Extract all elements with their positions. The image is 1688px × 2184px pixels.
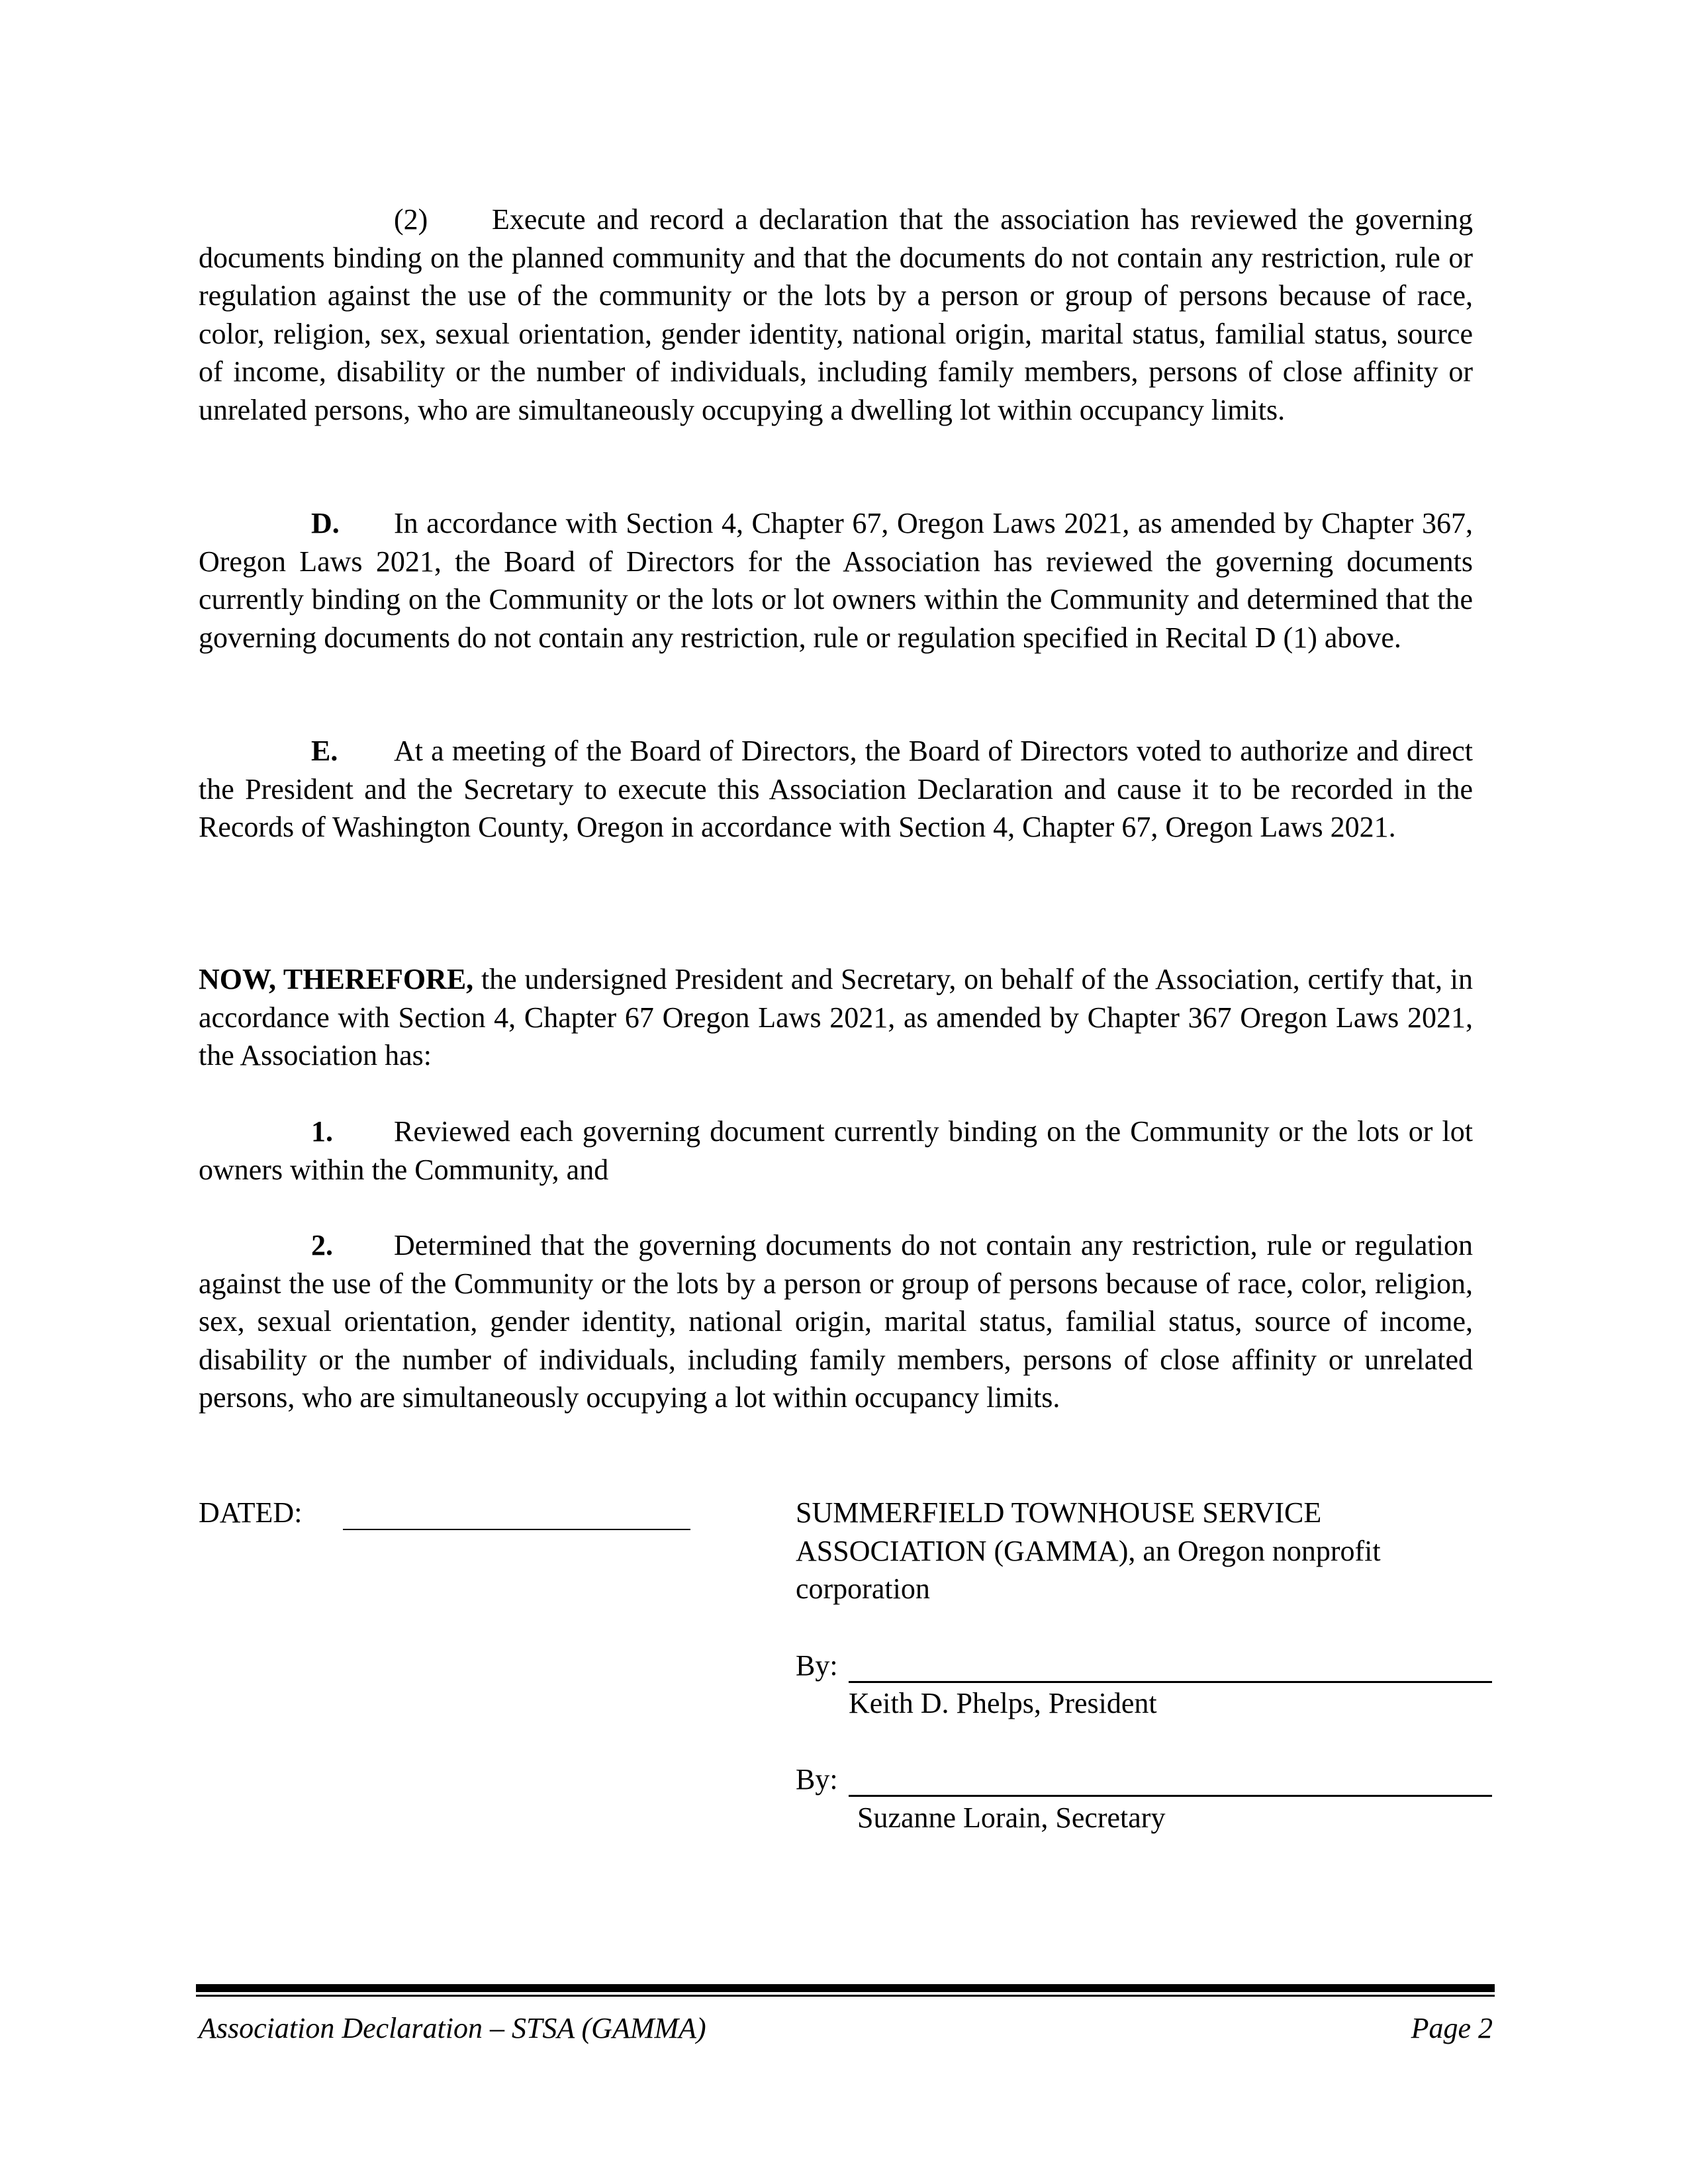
now-therefore-text: the undersigned President and Secretary, on behalf of the Association, certify that, in accordance with Section 4, Chapter 67 Oregon Laws 2021, as amended by Chapter 367 Oregon Laws 2021, the Association has: (199, 963, 1474, 1071)
now-therefore-paragraph (199, 960, 1473, 1075)
signer-president: Keith D. Phelps, President (849, 1687, 1157, 1719)
by-label-president: By: (796, 1649, 838, 1682)
organization-line-2: ASSOCIATION (GAMMA), an Oregon nonprofit (796, 1534, 1381, 1567)
recital-e-text: At a meeting of the Board of Directors, the Board of Directors voted to authorize and direct the President and the Secretary to execute this Association Declaration and cause it to be recorded in the Records of Washington County, Oregon in accordance with Section 4, Chapter 67, Oregon Laws 2021. (199, 735, 1473, 843)
recital-e-letter: E. (311, 735, 338, 767)
footer-rule-thick (196, 1984, 1495, 1992)
item-1 (199, 1113, 1473, 1189)
item-2-number: 2. (311, 1229, 333, 1261)
organization-block (796, 1494, 1484, 1608)
recital-d-text: In accordance with Section 4, Chapter 67, Oregon Laws 2021, as amended by Chapter 367, Oregon Laws 2021, the Board of Directors for the Association has reviewed the governing documents currently binding on the Community or the lots or lot owners within the Community and determined that the governing documents do not contain any restriction, rule or regulation specified in Recital D (1) above. (199, 507, 1473, 654)
by-label-secretary: By: (796, 1763, 838, 1796)
item-1-text: Reviewed each governing document currently binding on the Community or the lots or lot owners within the Community, and (199, 1115, 1473, 1186)
now-therefore-lead: NOW, THEREFORE, (199, 963, 474, 995)
organization-line-3: corporation (796, 1572, 930, 1605)
item-2-text: Determined that the governing documents do not contain any restriction, rule or regulation against the use of the Community or the lots by a person or group of persons because of race, color, religion, sex, sexual orientation, gender identity, national origin, marital status, familial status, source of income, disability or the number of individuals, including family members, persons of close affinity or unrelated persons, who are simultaneously occupying a lot within occupancy limits. (199, 1229, 1473, 1414)
signature-line-secretary[interactable] (849, 1795, 1492, 1797)
item-1-number: 1. (311, 1115, 333, 1148)
paragraph-2-number: (2) (394, 203, 428, 236)
item-2 (199, 1226, 1473, 1417)
footer-page-number: Page 2 (1411, 2012, 1493, 2044)
recital-e (199, 732, 1473, 846)
signature-line-president[interactable] (849, 1681, 1492, 1683)
dated-label: DATED: (199, 1496, 303, 1529)
signer-secretary: Suzanne Lorain, Secretary (857, 1801, 1166, 1834)
paragraph-2-text: Execute and record a declaration that the association has reviewed the governing documents binding on the planned community and that the documents do not contain any restriction, rule or regulation against the use of the community or the lots by a person or group of persons because of race, color, religion, sex, sexual orientation, gender identity, national origin, marital status, familial status, source of income, disability or the number of individuals, including family members, persons of close affinity or unrelated persons, who are simultaneously occupying a dwelling lot within occupancy limits. (199, 203, 1473, 426)
footer-rule-thin (196, 1995, 1495, 1997)
dated-blank-line[interactable] (343, 1529, 690, 1530)
organization-line-1: SUMMERFIELD TOWNHOUSE SERVICE (796, 1496, 1322, 1529)
recital-d-letter: D. (311, 507, 340, 539)
footer-document-title: Association Declaration – STSA (GAMMA) (199, 2012, 706, 2044)
recital-d (199, 504, 1473, 657)
paragraph-2 (199, 201, 1473, 429)
